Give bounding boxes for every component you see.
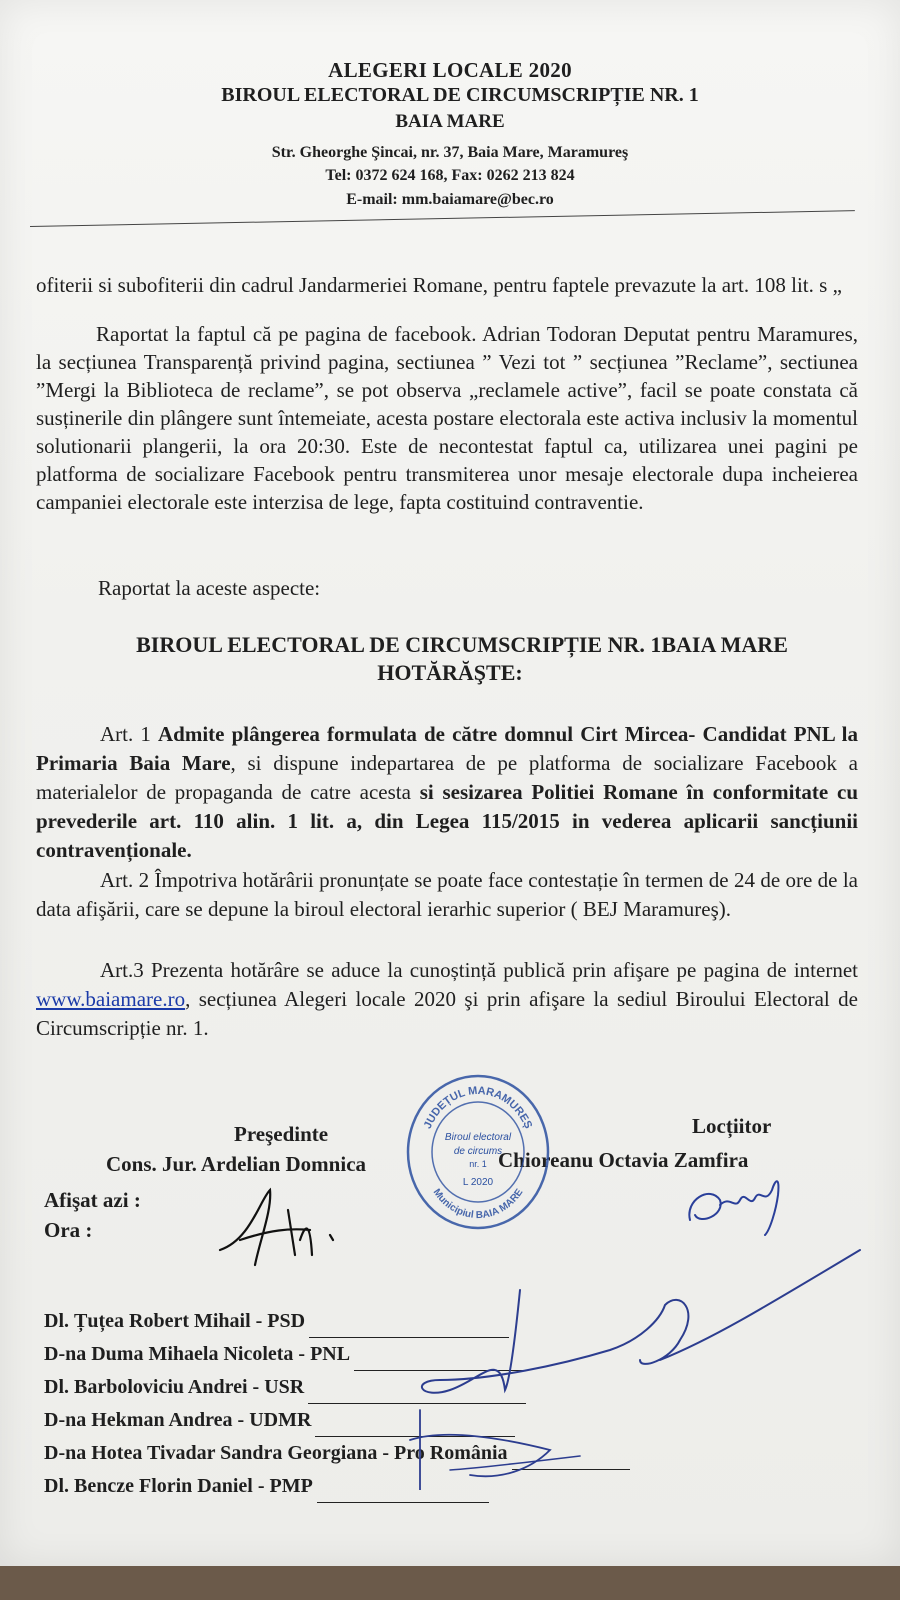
article-1-bold-1: Admite plângerea formulata de către domnul Cirt Mircea- Candidat PNL la Primaria Baia Mare — [36, 722, 858, 775]
stamp-center-4: L 2020 — [462, 1177, 494, 1188]
member-row — [44, 1338, 630, 1371]
member-name: D-na Duma Mihaela Nicoleta - PNL — [44, 1343, 351, 1365]
member-row — [44, 1437, 630, 1470]
member-name: Dl. Bencze Florin Daniel - PMP — [44, 1475, 313, 1497]
decision-verb: HOTĂRĂŞTE: — [377, 660, 523, 685]
decision-heading: BIROUL ELECTORAL DE CIRCUMSCRIPȚIE NR. 1BAIA MARE — [136, 632, 788, 657]
deputy-name: Chioreanu Octavia Zamfira — [498, 1148, 749, 1172]
member-name: Dl. Barboloviciu Andrei - USR — [44, 1376, 305, 1398]
svg-text:Municipiul BAIA MARE — [431, 1187, 526, 1221]
deputy-title: Locțiitor — [692, 1114, 772, 1138]
svg-text:JUDEȚUL MARAMUREȘ — [422, 1085, 534, 1131]
paragraph-1: ofiterii si subofiterii din cadrul Jandarmeriei Romane, pentru faptele prevazute la art. 108 lit. s „ — [36, 273, 842, 297]
article-1-bold-2: si sesizarea Politiei Romane în conformitate cu prevederile art. 110 alin. 1 lit. a, din Legea 115/2015 in vederea aplicarii sancțiunii contravenționale. — [36, 780, 858, 862]
address-line: Str. Gheorghe Şincai, nr. 37, Baia Mare, Maramureş — [271, 144, 629, 161]
official-stamp-icon — [404, 1072, 552, 1232]
website-link[interactable]: www.baiamare.ro — [36, 987, 186, 1011]
stamp-ring-top: JUDEȚUL MARAMUREȘ — [421, 1084, 535, 1131]
time-label: Ora : — [44, 1218, 93, 1242]
members-list — [44, 1305, 630, 1503]
article-1-mid: , si dispune indepartarea de pe platforma de socializare Facebook a materialelor de propaganda de catre acesta — [36, 751, 858, 804]
signature-line — [317, 1478, 489, 1503]
paragraph-3: Raportat la aceste aspecte: — [98, 576, 321, 600]
document-title: ALEGERI LOCALE 2020 — [328, 58, 572, 82]
member-row — [44, 1371, 630, 1404]
president-title: Preşedinte — [234, 1122, 329, 1146]
member-row — [44, 1470, 630, 1503]
stamp-center-2: de circums — [453, 1146, 503, 1157]
article-3 — [36, 956, 858, 1043]
article-3-before: Art.3 Prezenta hotărâre se aduce la cunoștință publică prin afişare pe pagina de internet — [100, 958, 858, 982]
president-signature-icon — [200, 1170, 370, 1270]
member-row — [44, 1305, 630, 1338]
header-divider — [30, 210, 855, 227]
bureau-name: BIROUL ELECTORAL DE CIRCUMSCRIPȚIE NR. 1 — [221, 84, 699, 106]
member-name: Dl. Țuțea Robert Mihail - PSD — [44, 1310, 306, 1332]
article-1-lead: Art. 1 — [100, 722, 158, 746]
member-row — [44, 1404, 630, 1437]
phone-line: Tel: 0372 624 168, Fax: 0262 213 824 — [325, 167, 575, 184]
article-3-after: , secțiunea Alegeri locale 2020 şi prin afişare la sediul Biroului Electoral de Circumscripție nr. 1. — [36, 987, 858, 1040]
signature-line — [512, 1445, 630, 1470]
paragraph-2: Raportat la faptul că pe pagina de facebook. Adrian Todoran Deputat pentru Maramures, la secțiunea Transparență privind pagina, sectiunea ” Vezi tot ” secțiunea ”Reclame”, sectiunea ”Mergi la Biblioteca de reclame”, se pot observa „reclamele active”, facil se poate constata că susținerile din plângere sunt întemeiate, acesta postare electorala este activa inclusiv la momentul solutionarii plangerii, la ora 20:30. Este de necontestat faptul ca, utilizarea unei pagini pe platforma de socializare Facebook pentru transmiterea unor mesaje electorale dupa incheierea campaniei electorale este interzisa de lege, fapta costituind contraventie. — [36, 322, 858, 514]
signature-line — [315, 1412, 515, 1437]
signature-line — [309, 1313, 509, 1338]
stamp-center-1: Biroul electoral — [444, 1132, 512, 1143]
city-name: BAIA MARE — [395, 111, 505, 132]
stamp-ring-bottom: Municipiul BAIA MARE — [430, 1186, 526, 1222]
president-name: Cons. Jur. Ardelian Domnica — [106, 1152, 367, 1176]
article-2: Art. 2 Împotriva hotărârii pronunțate se poate face contestație în termen de 24 de ore de la data afişării, care se depune la biroul electoral ierarhic superior ( BEJ Maramureş). — [36, 868, 858, 921]
member-name: D-na Hekman Andrea - UDMR — [44, 1409, 312, 1431]
signature-line — [308, 1379, 526, 1404]
stamp-center-3: nr. 1 — [469, 1159, 487, 1169]
article-1 — [36, 720, 858, 865]
email-line: E-mail: mm.baiamare@bec.ro — [346, 191, 554, 208]
posted-label: Afişat azi : — [44, 1188, 141, 1212]
member-name: D-na Hotea Tivadar Sandra Georgiana - Pro România — [44, 1442, 508, 1464]
signature-line — [354, 1346, 524, 1371]
